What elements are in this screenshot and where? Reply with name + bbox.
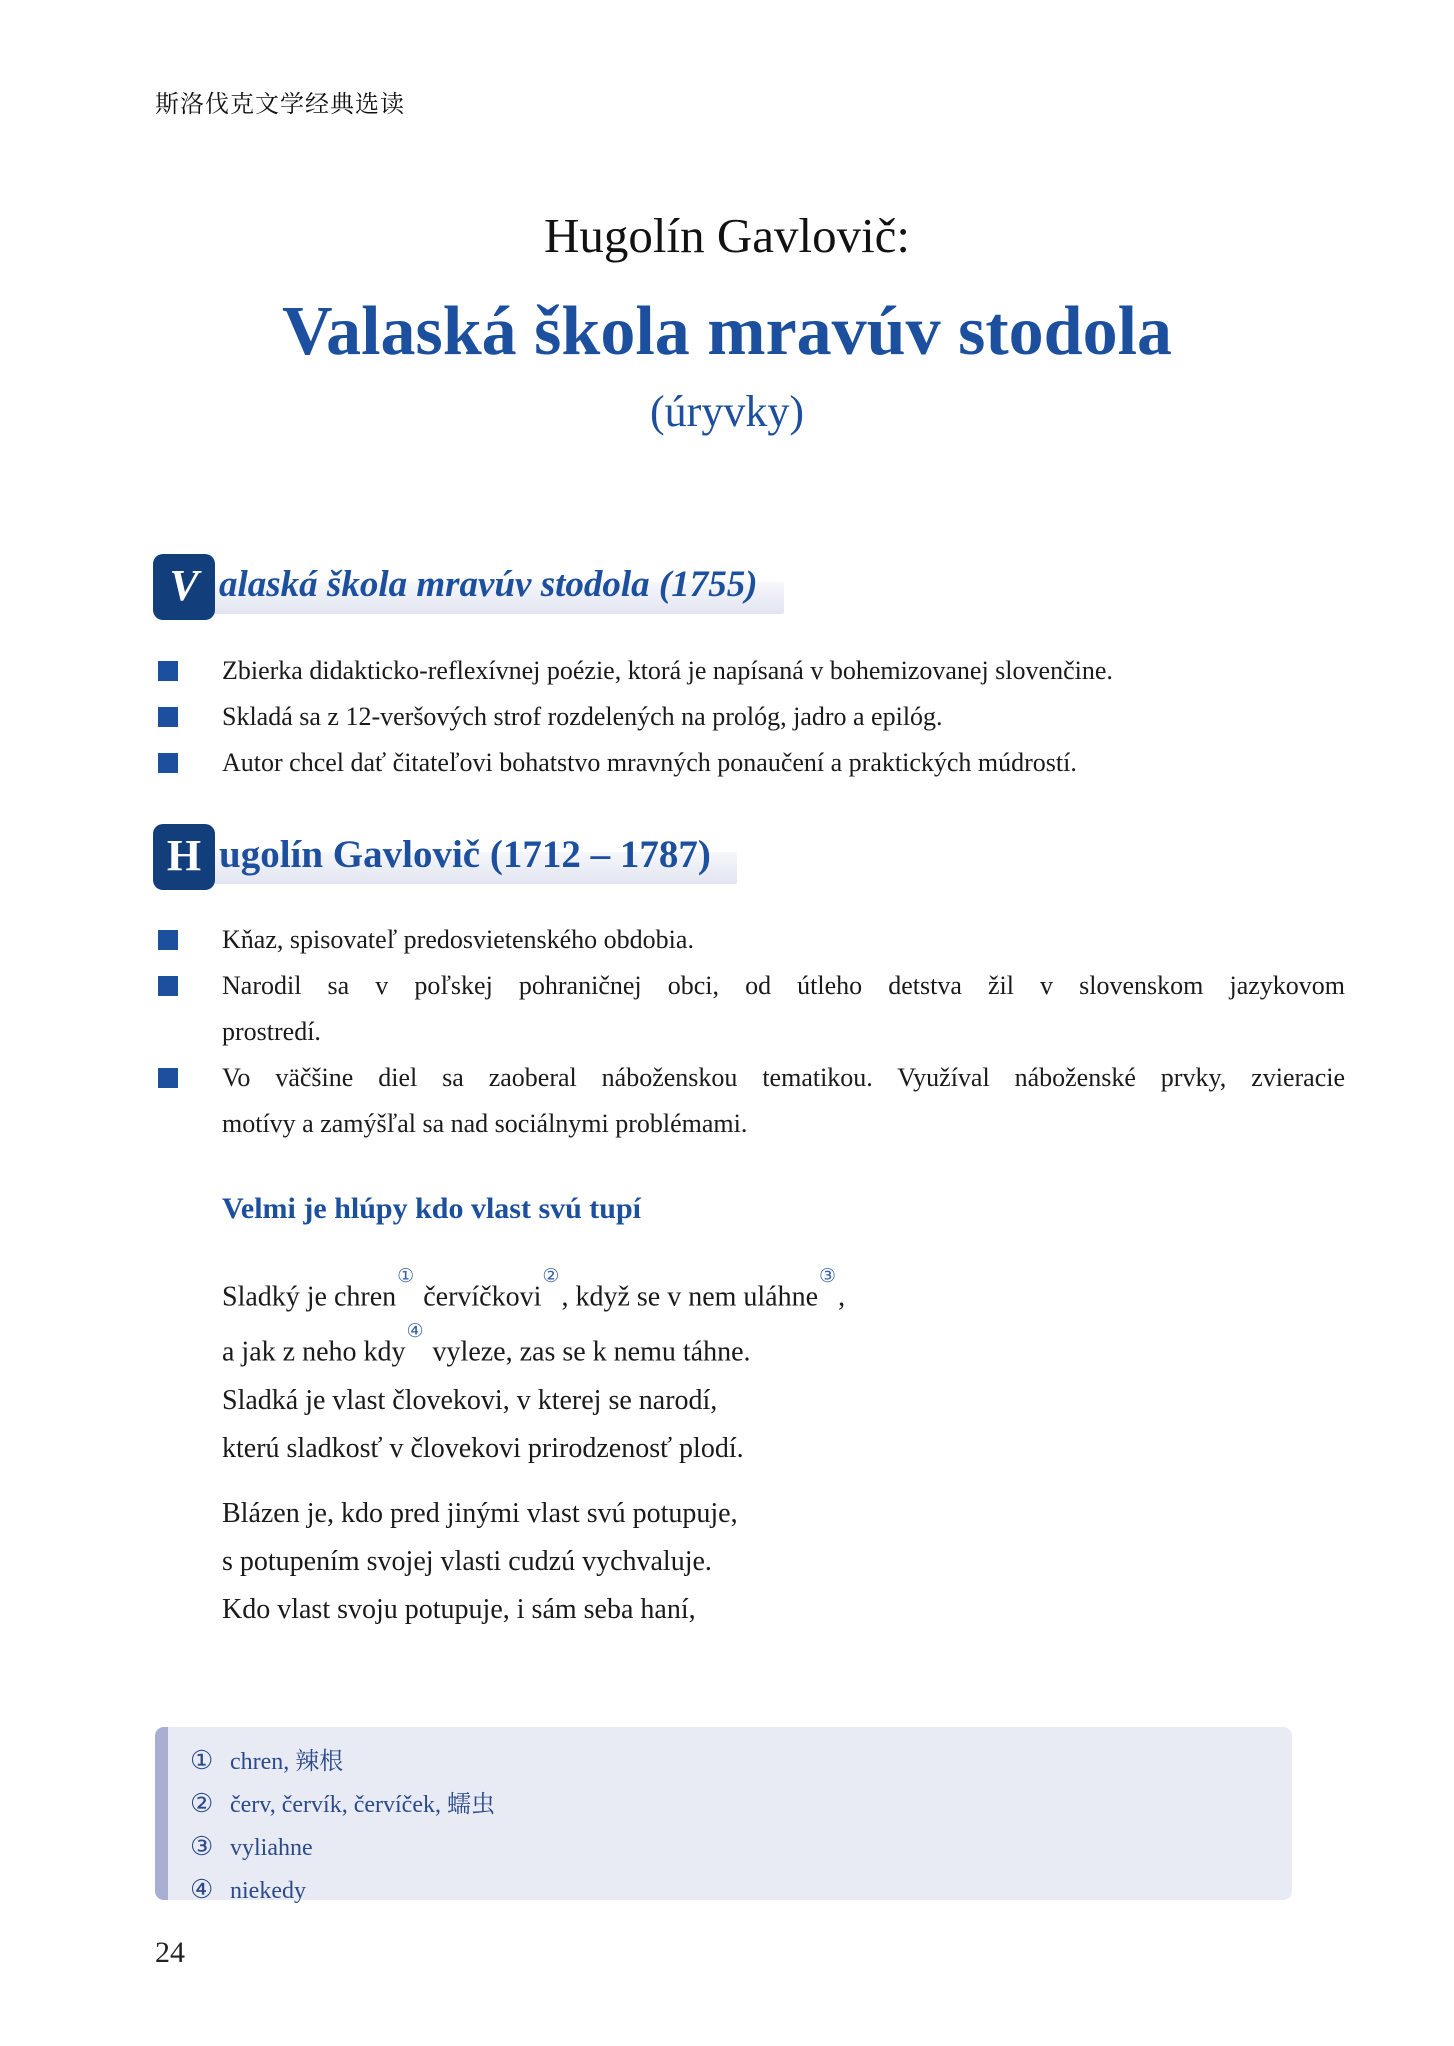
poem-line: s potupením svojej vlasti cudzú vychvaluje. <box>222 1546 712 1577</box>
bullet-text: Zbierka didakticko-reflexívnej poézie, ktorá je napísaná v bohemizovanej slovenčine. <box>222 656 1113 685</box>
work-subtitle: (úryvky) <box>650 387 804 436</box>
bullet-square-icon <box>158 930 178 950</box>
heading-text: alaská škola mravúv stodola (1755) <box>215 554 784 620</box>
bullet-square-icon <box>158 753 178 773</box>
footnote-box <box>155 1727 1292 1904</box>
footnote-text: červ, červík, červíček, 蠕虫 <box>230 1792 495 1818</box>
bullet-square-icon <box>158 1068 178 1088</box>
footnote-marker: ① <box>190 1746 214 1775</box>
footnote-text: vyliahne <box>230 1835 313 1861</box>
page-number: 24 <box>155 1936 185 1969</box>
bullet-item <box>155 740 1345 786</box>
poem-stanza <box>222 1266 845 1473</box>
poem-line: a jak z neho kdy④ vyleze, zas se k nemu táhne. <box>222 1321 845 1376</box>
footnote-line <box>190 1826 1292 1869</box>
footnote-line <box>190 1783 1292 1826</box>
bullet-text: motívy a zamýšľal sa nad sociálnymi problémami. <box>222 1109 748 1138</box>
heading-initial-box <box>153 824 215 890</box>
footnote-marker: ③ <box>190 1832 214 1861</box>
poem-line: Sladká je vlast človekovi, v kterej se narodí, <box>222 1384 718 1416</box>
footnote-marker-sup: ① <box>397 1266 415 1287</box>
heading-text: ugolín Gavlovič (1712 – 1787) <box>215 824 737 890</box>
bullet-text: prostredí. <box>222 1017 321 1046</box>
bullet-text: Vo väčšine diel sa zaoberal náboženskou tematikou. Využíval náboženské prvky, zvieracie <box>222 1063 1345 1092</box>
footnote-text: chren, 辣根 <box>230 1749 344 1775</box>
bullet-square-icon <box>158 707 178 727</box>
heading-initial-letter: V <box>169 561 199 610</box>
footnote-left-strip <box>155 1727 168 1900</box>
footnote-marker-sup: ③ <box>819 1266 837 1287</box>
poem-line: Sladký je chren① červíčkovi②, když se v nem uláhne③, <box>222 1266 845 1321</box>
poem-title: Velmi je hlúpy kdo vlast svú tupí <box>222 1192 642 1225</box>
bullet-item <box>155 694 1345 740</box>
bullet-text: Narodil sa v poľskej pohraničnej obci, od útleho detstva žil v slovenskom jazykovom <box>222 971 1345 1000</box>
footnote-marker-sup: ② <box>542 1266 560 1287</box>
footnote-text: niekedy <box>230 1878 306 1904</box>
heading-initial-box <box>153 554 215 620</box>
running-header: 斯洛伐克文学经典选读 <box>155 92 405 118</box>
section-heading-author <box>153 824 737 890</box>
footnote-marker: ② <box>190 1789 214 1818</box>
poem-line: Blázen je, kdo pred jinými vlast svú potupuje, <box>222 1498 738 1529</box>
work-title: Valaská škola mravúv stodola <box>281 293 1173 370</box>
bullet-square-icon <box>158 976 178 996</box>
bullet-item <box>155 917 1345 963</box>
footnote-line <box>190 1740 1292 1783</box>
bullet-item <box>155 1055 1345 1147</box>
poem-line: kterú sladkosť v človekovi prirodzenosť plodí. <box>222 1432 744 1464</box>
bullet-square-icon <box>158 661 178 681</box>
author-title: Hugolín Gavlovič: <box>543 208 911 263</box>
poem-stanza <box>222 1490 738 1634</box>
bullet-text: Kňaz, spisovateľ predosvietenského obdobia. <box>222 925 694 954</box>
heading-initial-letter: H <box>166 831 202 880</box>
bullet-item <box>155 648 1345 694</box>
section-heading-work <box>153 554 784 620</box>
bullet-list-author <box>155 917 1345 1147</box>
bullet-text: Autor chcel dať čitateľovi bohatstvo mravných ponaučení a praktických múdrostí. <box>222 748 1077 777</box>
bullet-item <box>155 963 1345 1055</box>
footnote-line <box>190 1869 1292 1912</box>
poem-line: Kdo vlast svoju potupuje, i sám seba haní, <box>222 1594 696 1625</box>
footnote-lines <box>190 1740 1292 1912</box>
bullet-text: Skladá sa z 12-veršových strof rozdelených na prológ, jadro a epilóg. <box>222 702 943 731</box>
bullet-list-work <box>155 648 1345 786</box>
footnote-marker: ④ <box>190 1875 214 1904</box>
footnote-marker-sup: ④ <box>406 1321 424 1343</box>
